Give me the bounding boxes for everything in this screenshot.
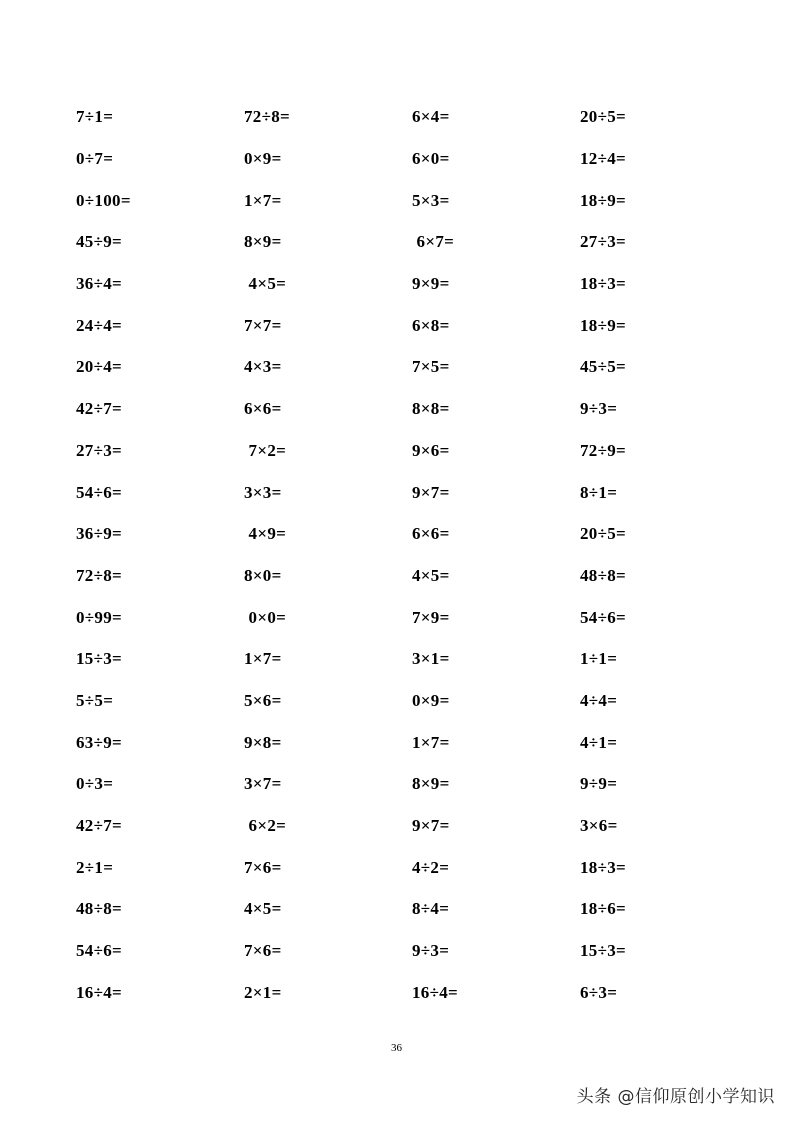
math-problem: 9÷3= (412, 941, 450, 961)
math-problem: 42÷7= (76, 816, 123, 836)
math-problem: 18÷3= (580, 857, 627, 877)
math-problem: 4÷1= (580, 732, 618, 752)
math-problem: 1×7= (412, 732, 450, 752)
math-problem: 7×2= (244, 440, 287, 460)
math-problem: 18÷9= (580, 315, 627, 335)
math-problem: 27÷3= (76, 440, 123, 460)
problem-row (76, 96, 756, 138)
math-problem: 8÷4= (412, 899, 450, 919)
math-problem: 1×7= (244, 649, 282, 669)
math-problem: 20÷4= (76, 357, 123, 377)
math-problem: 54÷6= (76, 482, 123, 502)
math-problem: 0×0= (244, 607, 287, 627)
math-problem: 8÷1= (580, 482, 618, 502)
problem-row (76, 513, 756, 555)
math-problem: 63÷9= (76, 732, 123, 752)
problem-row (76, 346, 756, 388)
problem-row (76, 555, 756, 597)
math-problem: 24÷4= (76, 315, 123, 335)
math-problem: 36÷4= (76, 274, 123, 294)
math-problem: 7×5= (412, 357, 450, 377)
math-problem: 7×9= (412, 607, 450, 627)
math-problem: 0×9= (244, 149, 282, 169)
math-problem: 8×9= (244, 232, 282, 252)
math-problem: 4÷4= (580, 690, 618, 710)
math-problem: 6×6= (244, 399, 282, 419)
math-problem: 5×3= (412, 190, 450, 210)
math-problem: 20÷5= (580, 524, 627, 544)
problem-row (76, 888, 756, 930)
math-problem: 7÷1= (76, 107, 114, 127)
math-problem: 4×9= (244, 524, 287, 544)
math-problem: 54÷6= (76, 941, 123, 961)
math-problem: 9÷3= (580, 399, 618, 419)
math-problem: 6×8= (412, 315, 450, 335)
math-problem: 6×4= (412, 107, 450, 127)
problem-row (76, 971, 756, 1013)
math-problem: 9×7= (412, 482, 450, 502)
problem-row (76, 179, 756, 221)
math-problem: 16÷4= (76, 982, 123, 1002)
problem-row (76, 721, 756, 763)
math-problem: 7×6= (244, 941, 282, 961)
problem-row (76, 221, 756, 263)
math-problem: 48÷8= (76, 899, 123, 919)
math-problem: 8×0= (244, 565, 282, 585)
math-problem: 9×8= (244, 732, 282, 752)
problem-row (76, 680, 756, 722)
problem-row (76, 846, 756, 888)
math-problem: 9÷9= (580, 774, 618, 794)
math-problem: 20÷5= (580, 107, 627, 127)
math-problem: 5÷5= (76, 690, 114, 710)
problem-row (76, 430, 756, 472)
math-problem: 6×6= (412, 524, 450, 544)
math-problem: 7×6= (244, 857, 282, 877)
math-problem: 72÷8= (76, 565, 123, 585)
math-problem: 0÷7= (76, 149, 114, 169)
math-problem: 18÷6= (580, 899, 627, 919)
math-problem: 2÷1= (76, 857, 114, 877)
math-problem: 72÷9= (580, 440, 627, 460)
math-problem: 45÷5= (580, 357, 627, 377)
math-problem: 4×5= (244, 899, 282, 919)
problem-row (76, 638, 756, 680)
math-problem: 3×7= (244, 774, 282, 794)
math-problem: 2×1= (244, 982, 282, 1002)
math-problem: 4×5= (244, 274, 287, 294)
problem-row (76, 263, 756, 305)
problem-row (76, 930, 756, 972)
problem-row (76, 304, 756, 346)
math-problem: 15÷3= (76, 649, 123, 669)
watermark-text: 头条 @信仰原创小学知识 (576, 1087, 775, 1107)
math-problem: 16÷4= (412, 982, 459, 1002)
problem-row (76, 805, 756, 847)
problem-row (76, 596, 756, 638)
math-problem: 3×1= (412, 649, 450, 669)
math-problem: 7×7= (244, 315, 282, 335)
math-problem: 0÷3= (76, 774, 114, 794)
problem-grid (76, 96, 756, 1013)
problem-row (76, 471, 756, 513)
math-problem: 12÷4= (580, 149, 627, 169)
math-problem: 6×0= (412, 149, 450, 169)
math-problem: 48÷8= (580, 565, 627, 585)
math-problem: 9×9= (412, 274, 450, 294)
problem-row (76, 388, 756, 430)
math-problem: 42÷7= (76, 399, 123, 419)
math-problem: 5×6= (244, 690, 282, 710)
math-problem: 1÷1= (580, 649, 618, 669)
math-problem: 45÷9= (76, 232, 123, 252)
math-problem: 3×6= (580, 816, 618, 836)
math-problem: 54÷6= (580, 607, 627, 627)
math-problem: 18÷9= (580, 190, 627, 210)
math-problem: 8×9= (412, 774, 450, 794)
math-problem: 15÷3= (580, 941, 627, 961)
math-problem: 6×7= (412, 232, 455, 252)
math-problem: 1×7= (244, 190, 282, 210)
problem-row (76, 763, 756, 805)
math-problem: 9×6= (412, 440, 450, 460)
math-problem: 4×5= (412, 565, 450, 585)
math-problem: 8×8= (412, 399, 450, 419)
page-number: 36 (391, 1042, 402, 1054)
math-problem: 9×7= (412, 816, 450, 836)
math-problem: 18÷3= (580, 274, 627, 294)
math-problem: 3×3= (244, 482, 282, 502)
math-problem: 0÷99= (76, 607, 123, 627)
problem-row (76, 138, 756, 180)
math-problem: 6÷3= (580, 982, 618, 1002)
math-problem: 0×9= (412, 690, 450, 710)
math-problem: 4÷2= (412, 857, 450, 877)
math-problem: 6×2= (244, 816, 287, 836)
math-problem: 27÷3= (580, 232, 627, 252)
math-problem: 4×3= (244, 357, 282, 377)
math-problem: 36÷9= (76, 524, 123, 544)
math-problem: 72÷8= (244, 107, 291, 127)
math-problem: 0÷100= (76, 190, 131, 210)
